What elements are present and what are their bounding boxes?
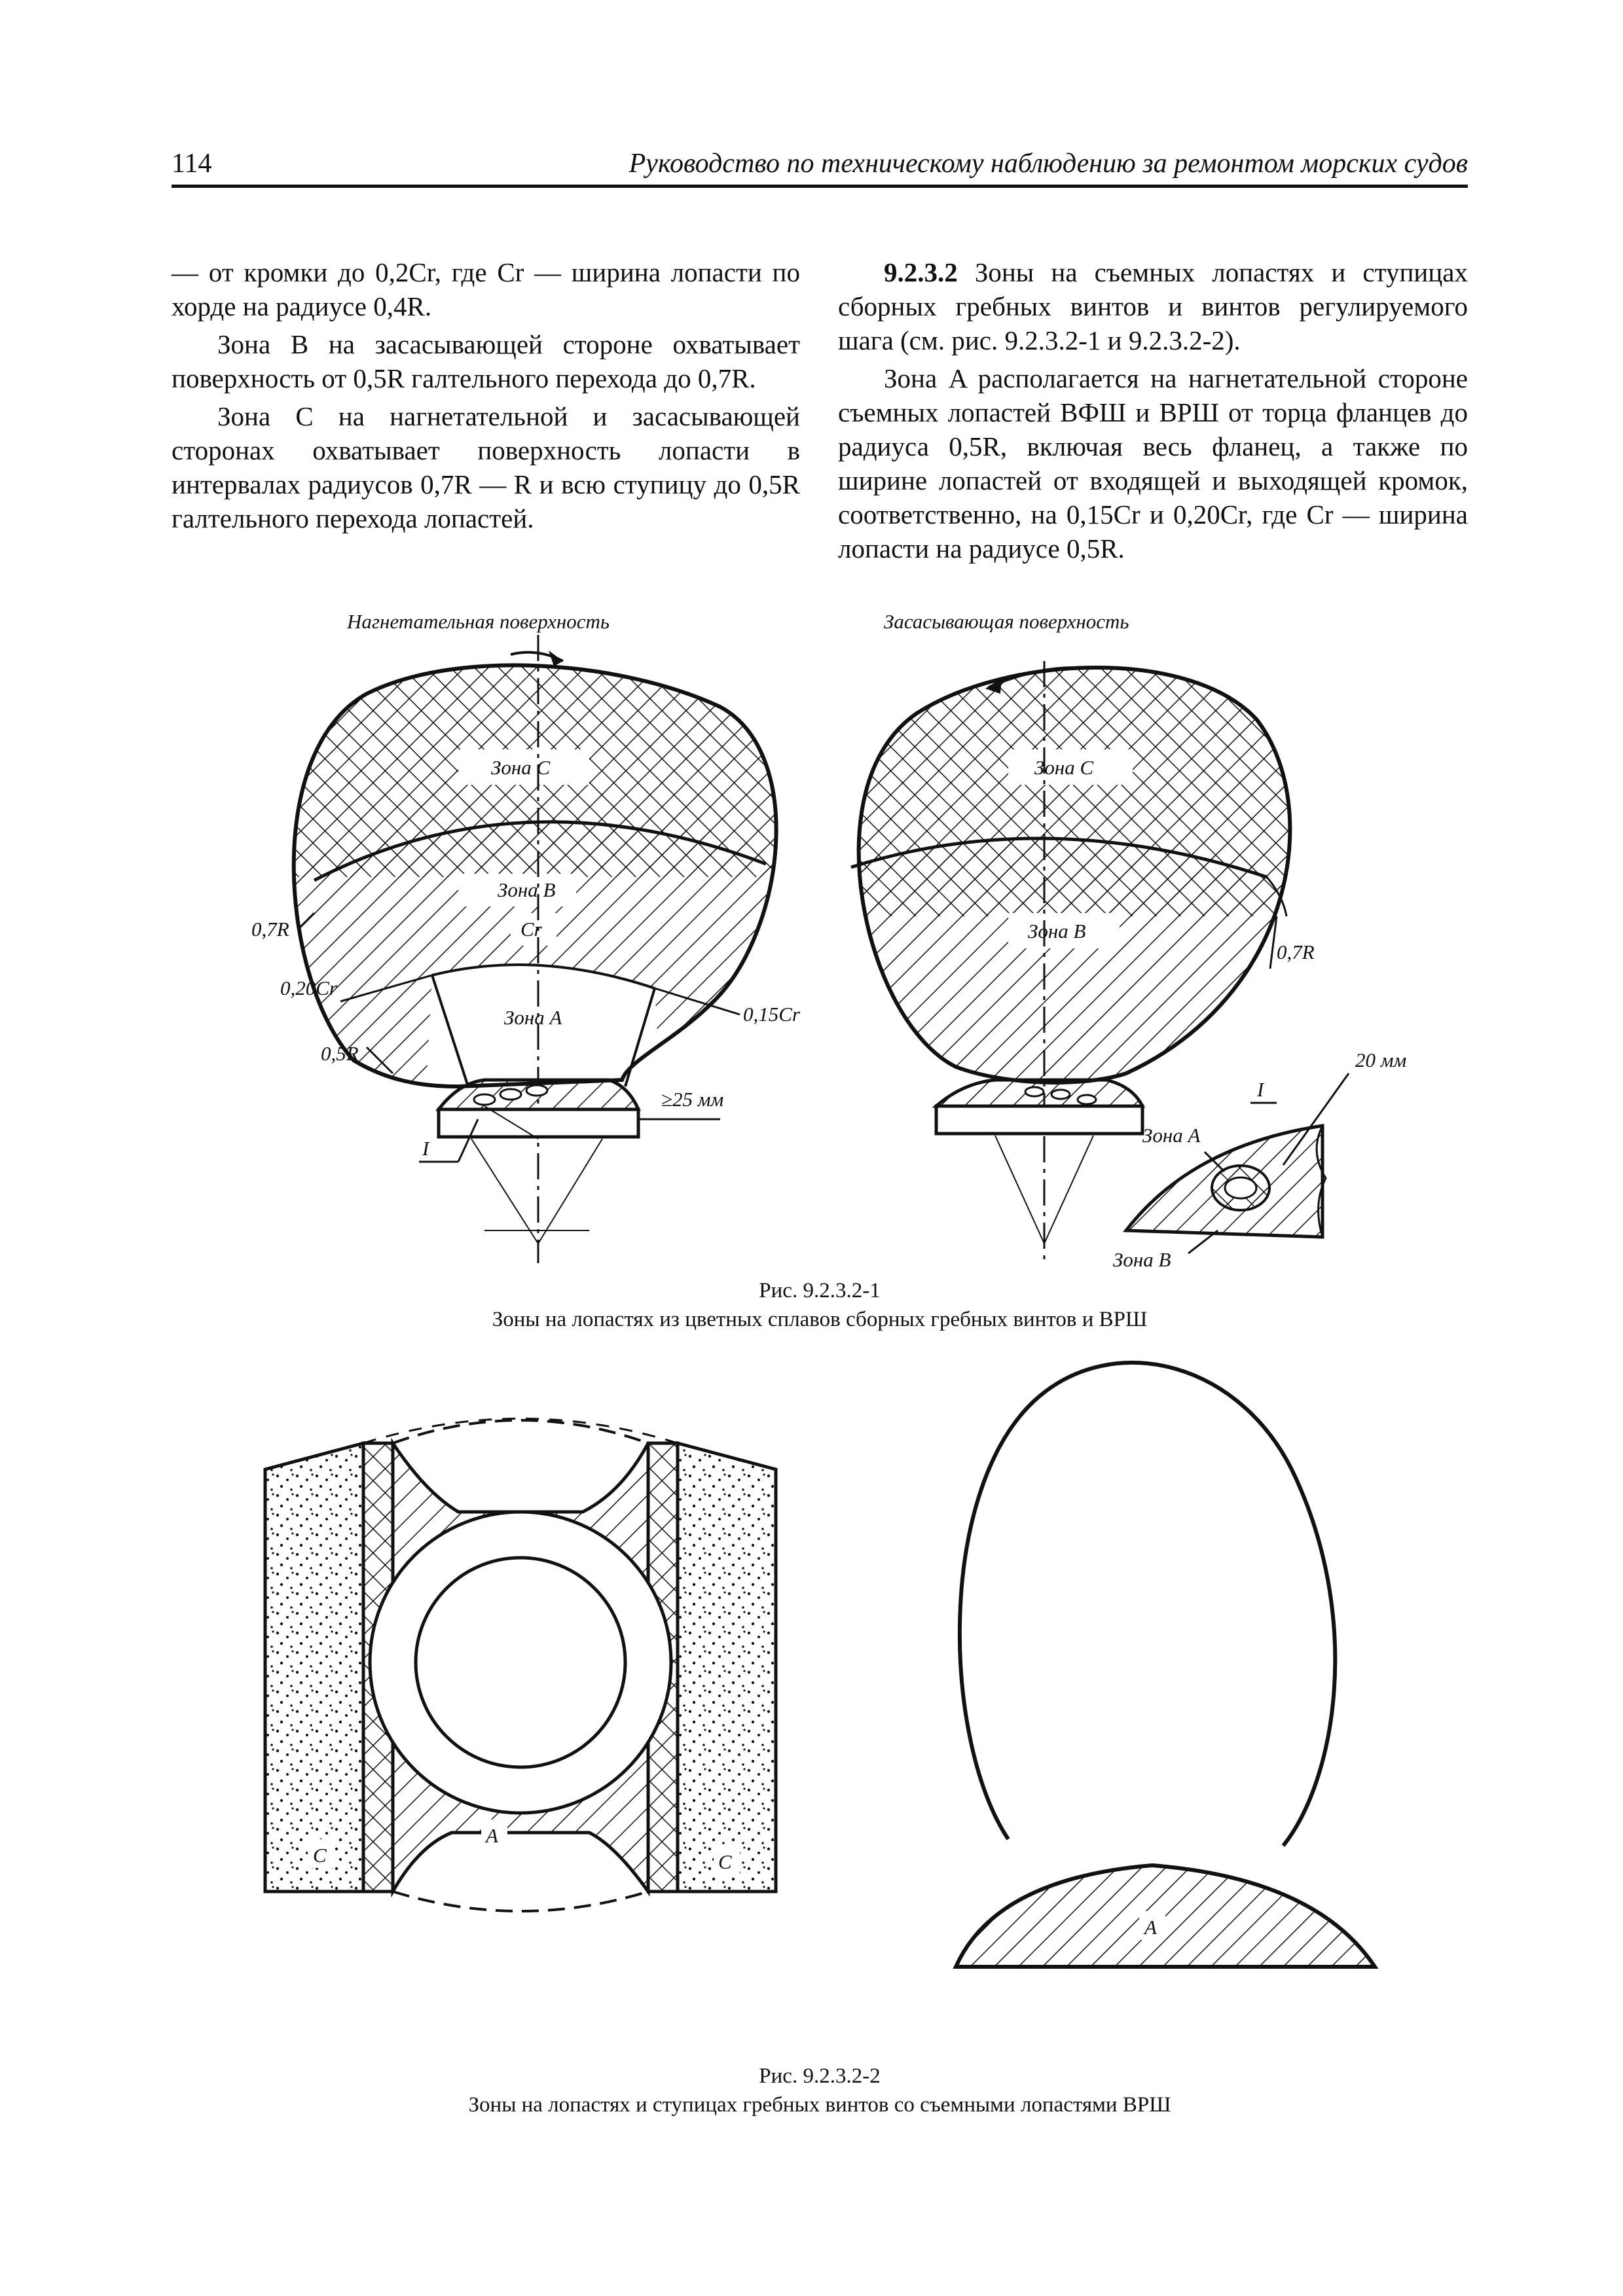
figure1-caption [172, 1276, 1468, 1334]
zone-a-label: Зона A [504, 1006, 562, 1029]
hub-top-dashed [393, 1420, 648, 1443]
flange-a-label: A [1144, 1916, 1157, 1939]
construction-line [1044, 1136, 1093, 1244]
r05-label: 0,5R [321, 1042, 359, 1065]
figure2-caption-number: Рис. 9.2.3.2-2 [759, 2064, 881, 2088]
hub-zone-c-left [265, 1443, 363, 1892]
paragraph: Зона C на нагнетательной и засасывающей сторонах охватывает поверхность лопасти в интервалах радиусов 0,7R — R и всю ступицу до 0,5R галтельного перехода лопастей. [172, 401, 800, 533]
hub-c-right-label: C [718, 1850, 732, 1873]
paragraph: — от кромки до 0,2Cr, где Cr — ширина лопасти по хорде на радиусе 0,4R. [172, 257, 800, 321]
construction-line [471, 1139, 538, 1244]
figure1-right [812, 610, 1406, 1271]
zone-c-label: Зона C [491, 756, 551, 779]
construction-line [995, 1136, 1044, 1244]
detail-zone-b-label: Зона B [1113, 1248, 1171, 1271]
figure2-blade [956, 1363, 1375, 1967]
hub-c-left-label: C [313, 1844, 327, 1867]
bolt-hole [1051, 1090, 1070, 1099]
bolt-hole [526, 1085, 547, 1096]
left-fig-title: Нагнетательная поверхность [347, 610, 610, 633]
hub-dashed-arc [363, 1419, 678, 1444]
zone-b-label: Зона B [1028, 920, 1086, 942]
zone-b-label: Зона B [498, 878, 556, 901]
right-fig-title: Засасывающая поверхность [884, 610, 1129, 633]
c020-label: 0,20Cr [280, 977, 337, 999]
hub-a-label: A [486, 1824, 498, 1847]
figure1-caption-number: Рис. 9.2.3.2-1 [759, 1279, 881, 1302]
bolt-hole [500, 1089, 521, 1100]
zone-c-label: Зона C [1034, 756, 1094, 779]
section-title: Зоны на съемных лопастях и ступицах сборных гребных винтов и винтов регулируемого шага (см. рис. 9.2.3.2-1 и 9.2.3.2-2). [838, 257, 1468, 355]
detail-i-right-label: I [1257, 1078, 1264, 1101]
r07-label: 0,7R [251, 918, 289, 941]
running-title: Руководство по техническому наблюдению за ремонтом морских судов [629, 149, 1468, 179]
hub-bottom-dashed [393, 1892, 648, 1911]
detail-i-label: I [422, 1137, 429, 1160]
figure2-hub [265, 1419, 776, 1912]
right-blade-zones [812, 641, 1336, 1113]
hub-zone-c-right [678, 1443, 776, 1892]
figure2-caption [172, 2062, 1468, 2119]
detail-zone-a-label: Зона A [1142, 1124, 1201, 1147]
bolt-hole [1225, 1177, 1256, 1198]
figure1-caption-text: Зоны на лопастях из цветных сплавов сборных гребных винтов и ВРШ [492, 1308, 1148, 1331]
bolt-hole [474, 1094, 495, 1105]
bolt-hole [1025, 1087, 1044, 1096]
removable-blade-outline [960, 1363, 1335, 1846]
figure2-caption-text: Зоны на лопастях и ступицах гребных винтов со съемными лопастями ВРШ [468, 2093, 1171, 2117]
bolt-hole [1078, 1095, 1096, 1104]
construction-line [538, 1139, 602, 1244]
cr-label: Cr [520, 918, 542, 941]
c015-label: 0,15Cr [743, 1003, 800, 1026]
section-number: 9.2.3.2 [884, 257, 958, 287]
hub-bore-inner [416, 1558, 625, 1767]
paragraph: Зона A располагается на нагнетательной стороне съемных лопастей ВФШ и ВРШ от торца фланцев до радиуса 0,5R, включая весь фланец, а также по ширине лопастей от входящей и выходящей кромок, соответственно, на 0,15Cr и 0,20Cr, где Cr — ширина лопасти на радиусе 0,5R. [838, 363, 1468, 564]
page-number: 114 [172, 149, 212, 179]
right-flange-base [936, 1106, 1142, 1134]
mm20-label: 20 мм [1355, 1049, 1407, 1071]
r07-right-label: 0,7R [1277, 941, 1315, 963]
zone-b-area [812, 839, 1309, 1113]
left-flange-base [439, 1109, 638, 1137]
paragraph: Зона B на засасывающей стороне охватывает поверхность от 0,5R галтельного перехода до 0,7R. [172, 329, 800, 393]
mm25-label: ≥25 мм [661, 1088, 724, 1111]
figure1-left [249, 610, 838, 1263]
arrow-head [549, 651, 563, 666]
